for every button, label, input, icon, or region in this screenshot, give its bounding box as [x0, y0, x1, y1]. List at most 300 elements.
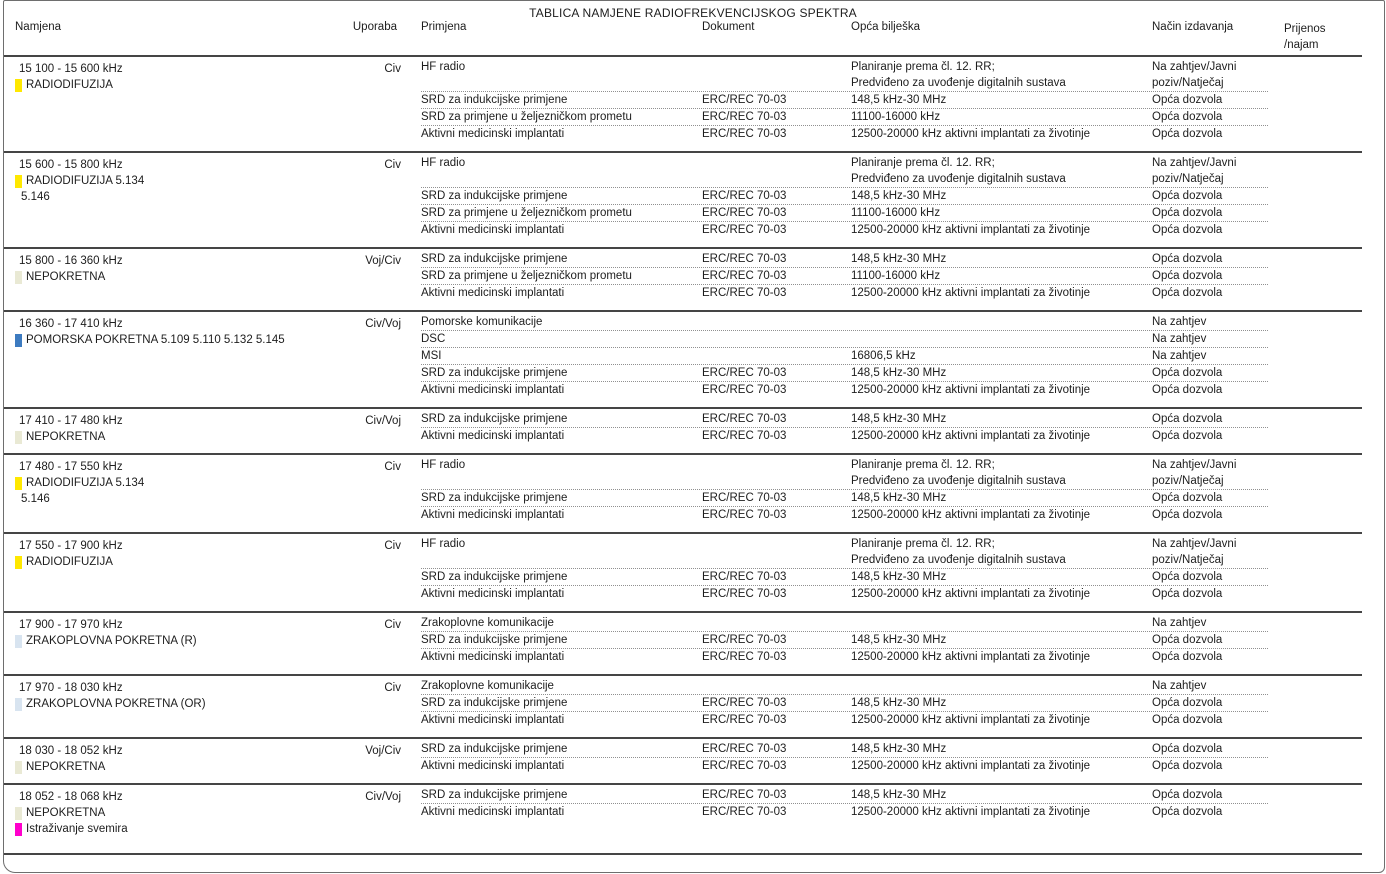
table-row: [421, 411, 1268, 427]
nacin-izdavanja-cell-line: Opća dozvola: [1152, 384, 1223, 396]
primjena-cell: [421, 457, 702, 473]
block-rows: [421, 741, 1268, 774]
opca-biljeska-cell: [851, 649, 1152, 665]
table-row: [421, 204, 1268, 221]
table-row: [421, 803, 1268, 820]
primjena-cell: [421, 695, 702, 711]
primjena-cell: [421, 787, 702, 803]
allocation-color-chip: [15, 271, 22, 284]
dokument-cell: [702, 649, 851, 665]
primjena-cell-line: Aktivni medicinski implantati: [421, 760, 565, 772]
opca-biljeska-cell: [851, 586, 1152, 602]
nacin-izdavanja-cell: [1152, 348, 1268, 364]
dokument-cell: [702, 188, 851, 204]
allocation-line: [15, 821, 410, 837]
allocation-label: Istraživanje svemira: [26, 823, 128, 835]
allocation-label: RADIODIFUZIJA: [26, 79, 113, 91]
table-row: [421, 330, 1268, 347]
table-row: [421, 364, 1268, 381]
primjena-cell-line: HF radio: [421, 61, 466, 73]
primjena-cell-line: SRD za primjene u željezničkom prometu: [421, 207, 632, 219]
nacin-izdavanja-cell: [1152, 632, 1268, 648]
allocation-color-chip: [15, 431, 22, 444]
nacin-izdavanja-cell: [1152, 92, 1268, 108]
primjena-cell-line: SRD za indukcijske primjene: [421, 253, 568, 265]
primjena-cell: [421, 222, 702, 238]
dokument-cell: [702, 569, 851, 585]
block-rows: [421, 251, 1268, 301]
nacin-izdavanja-cell-line: Opća dozvola: [1152, 634, 1223, 646]
allocation-color-chip: [15, 761, 22, 774]
primjena-cell-line: Pomorske komunikacije: [421, 316, 543, 328]
uporaba-value: Voj/Civ: [365, 255, 401, 267]
nacin-izdavanja-cell: [1152, 787, 1268, 803]
nacin-izdavanja-cell-line: poziv/Natječaj: [1152, 77, 1224, 89]
table-row: [421, 125, 1268, 142]
nacin-izdavanja-cell-line: Na zahtjev: [1152, 350, 1207, 362]
nacin-izdavanja-cell: [1152, 205, 1268, 221]
block-rows: [421, 314, 1268, 398]
opca-biljeska-cell-line: 12500-20000 kHz aktivni implantati za životinje: [851, 509, 1091, 521]
primjena-cell-line: Aktivni medicinski implantati: [421, 509, 565, 521]
opca-biljeska-cell: [851, 411, 1152, 427]
allocation-label: NEPOKRETNA: [26, 431, 106, 443]
opca-biljeska-cell-line: Planiranje prema čl. 12. RR;: [851, 61, 995, 73]
col-header-namjena: Namjena: [15, 21, 62, 33]
allocation-label: RADIODIFUZIJA: [26, 556, 113, 568]
table-row: [421, 678, 1268, 694]
opca-biljeska-cell: [851, 188, 1152, 204]
table-row: [421, 615, 1268, 631]
primjena-cell: [421, 365, 702, 381]
dokument-cell-line: ERC/REC 70-03: [702, 634, 787, 646]
primjena-cell-line: SRD za indukcijske primjene: [421, 789, 568, 801]
dokument-cell: [702, 109, 851, 125]
allocation-line: [15, 189, 410, 205]
nacin-izdavanja-cell: [1152, 586, 1268, 602]
primjena-cell: [421, 109, 702, 125]
nacin-izdavanja-cell-line: Opća dozvola: [1152, 789, 1223, 801]
block-rows: [421, 59, 1268, 142]
opca-biljeska-cell: [851, 109, 1152, 125]
block-rows: [421, 155, 1268, 238]
opca-biljeska-cell-line: 148,5 kHz-30 MHz: [851, 190, 947, 202]
dokument-cell-line: ERC/REC 70-03: [702, 714, 787, 726]
col-header-nacin-izdavanja: Način izdavanja: [1152, 21, 1234, 33]
allocation-label: NEPOKRETNA: [26, 761, 106, 773]
dokument-cell: [702, 586, 851, 602]
primjena-cell-line: Aktivni medicinski implantati: [421, 384, 565, 396]
opca-biljeska-cell-line: 12500-20000 kHz aktivni implantati za životinje: [851, 806, 1091, 818]
frequency-range: 17 970 - 18 030 kHz: [19, 682, 123, 694]
primjena-cell: [421, 92, 702, 108]
nacin-izdavanja-cell-line: Na zahtjev/Javni: [1152, 459, 1237, 471]
table-row: [421, 711, 1268, 728]
nacin-izdavanja-cell: [1152, 285, 1268, 301]
dokument-cell: [702, 758, 851, 774]
nacin-izdavanja-cell: [1152, 109, 1268, 125]
allocation-color-chip: [15, 635, 22, 648]
frequency-range: 17 900 - 17 970 kHz: [19, 619, 123, 631]
table-row: [421, 251, 1268, 267]
allocation-line: [15, 759, 410, 775]
opca-biljeska-cell-line: 148,5 kHz-30 MHz: [851, 492, 947, 504]
frequency-block: [4, 151, 1362, 247]
allocation-label: ZRAKOPLOVNA POKRETNA (R): [26, 635, 197, 647]
nacin-izdavanja-cell-line: poziv/Natječaj: [1152, 554, 1224, 566]
allocation-line: [15, 633, 410, 649]
table-row: [421, 457, 1268, 489]
primjena-cell-line: Aktivni medicinski implantati: [421, 224, 565, 236]
opca-biljeska-cell: [851, 507, 1152, 523]
primjena-cell: [421, 536, 702, 552]
primjena-cell-line: SRD za indukcijske primjene: [421, 634, 568, 646]
opca-biljeska-cell: [851, 804, 1152, 820]
col-header-prijenos-najam: [1284, 21, 1326, 53]
dokument-cell-line: ERC/REC 70-03: [702, 697, 787, 709]
nacin-izdavanja-cell: [1152, 804, 1268, 820]
allocation-label: NEPOKRETNA: [26, 271, 106, 283]
primjena-cell-line: SRD za primjene u željezničkom prometu: [421, 111, 632, 123]
frequency-block: [4, 407, 1362, 453]
dokument-cell: [702, 365, 851, 381]
primjena-cell: [421, 251, 702, 267]
primjena-cell: [421, 188, 702, 204]
primjena-cell-line: Aktivni medicinski implantati: [421, 806, 565, 818]
nacin-izdavanja-cell: [1152, 536, 1268, 568]
nacin-izdavanja-cell: [1152, 188, 1268, 204]
primjena-cell-line: SRD za indukcijske primjene: [421, 190, 568, 202]
nacin-izdavanja-cell: [1152, 251, 1268, 267]
nacin-izdavanja-cell: [1152, 331, 1268, 347]
table-row: [421, 381, 1268, 398]
table-row: [421, 648, 1268, 665]
primjena-cell-line: SRD za primjene u željezničkom prometu: [421, 270, 632, 282]
opca-biljeska-cell: [851, 712, 1152, 728]
frequency-block: [4, 611, 1362, 674]
allocation-color-chip: [15, 175, 22, 188]
dokument-cell: [702, 411, 851, 427]
spectrum-allocation-table: [4, 55, 1362, 855]
allocation-line: [15, 696, 410, 712]
opca-biljeska-cell: [851, 365, 1152, 381]
block-rows: [421, 787, 1268, 820]
primjena-cell-line: HF radio: [421, 538, 466, 550]
primjena-cell: [421, 586, 702, 602]
opca-biljeska-cell: [851, 787, 1152, 803]
opca-biljeska-cell-line: Predviđeno za uvođenje digitalnih sustava: [851, 77, 1066, 89]
nacin-izdavanja-cell-line: Opća dozvola: [1152, 94, 1223, 106]
primjena-cell-line: HF radio: [421, 459, 466, 471]
opca-biljeska-cell: [851, 536, 1152, 568]
opca-biljeska-cell: [851, 59, 1152, 91]
dokument-cell-line: ERC/REC 70-03: [702, 207, 787, 219]
primjena-cell: [421, 331, 702, 347]
col-header-uporaba: Uporaba: [352, 21, 397, 33]
opca-biljeska-cell-line: 148,5 kHz-30 MHz: [851, 94, 947, 106]
nacin-izdavanja-cell: [1152, 695, 1268, 711]
dokument-cell-line: ERC/REC 70-03: [702, 270, 787, 282]
nacin-izdavanja-cell: [1152, 155, 1268, 187]
uporaba-value: Civ: [384, 682, 401, 694]
uporaba-value: Voj/Civ: [365, 745, 401, 757]
primjena-cell-line: SRD za indukcijske primjene: [421, 743, 568, 755]
primjena-cell: [421, 428, 702, 444]
frequency-block: [4, 247, 1362, 310]
opca-biljeska-cell: [851, 126, 1152, 142]
nacin-izdavanja-cell-line: Opća dozvola: [1152, 190, 1223, 202]
opca-biljeska-cell: [851, 348, 1152, 364]
opca-biljeska-cell: [851, 632, 1152, 648]
nacin-izdavanja-cell-line: Opća dozvola: [1152, 588, 1223, 600]
primjena-cell: [421, 285, 702, 301]
dokument-cell: [702, 382, 851, 398]
allocation-label: ZRAKOPLOVNA POKRETNA (OR): [26, 698, 206, 710]
opca-biljeska-cell-line: 148,5 kHz-30 MHz: [851, 789, 947, 801]
opca-biljeska-cell: [851, 382, 1152, 398]
primjena-cell: [421, 59, 702, 75]
opca-biljeska-cell-line: Planiranje prema čl. 12. RR;: [851, 459, 995, 471]
opca-biljeska-cell: [851, 92, 1152, 108]
table-row: [421, 506, 1268, 523]
primjena-cell: [421, 490, 702, 506]
table-row: [421, 108, 1268, 125]
primjena-cell: [421, 382, 702, 398]
dokument-cell: [702, 285, 851, 301]
primjena-cell-line: Aktivni medicinski implantati: [421, 430, 565, 442]
primjena-cell-line: Aktivni medicinski implantati: [421, 588, 565, 600]
allocation-color-chip: [15, 556, 22, 569]
dokument-cell: [702, 222, 851, 238]
frequency-range: 16 360 - 17 410 kHz: [19, 318, 123, 330]
nacin-izdavanja-cell: [1152, 569, 1268, 585]
primjena-cell: [421, 155, 702, 171]
primjena-cell-line: SRD za indukcijske primjene: [421, 94, 568, 106]
allocation-line: [15, 475, 410, 491]
dokument-cell-line: ERC/REC 70-03: [702, 588, 787, 600]
dokument-cell-line: ERC/REC 70-03: [702, 571, 787, 583]
table-row: [421, 267, 1268, 284]
frequency-block: [4, 783, 1362, 855]
opca-biljeska-cell-line: Planiranje prema čl. 12. RR;: [851, 538, 995, 550]
frequency-range: 18 052 - 18 068 kHz: [19, 791, 123, 803]
frequency-block: [4, 737, 1362, 783]
dokument-cell-line: ERC/REC 70-03: [702, 651, 787, 663]
dokument-cell: [702, 741, 851, 757]
dokument-cell-line: ERC/REC 70-03: [702, 94, 787, 106]
allocation-line: [15, 269, 410, 285]
frequency-block: [4, 674, 1362, 737]
opca-biljeska-cell-line: Planiranje prema čl. 12. RR;: [851, 157, 995, 169]
opca-biljeska-cell-line: 148,5 kHz-30 MHz: [851, 571, 947, 583]
frequency-range: 17 550 - 17 900 kHz: [19, 540, 123, 552]
opca-biljeska-cell: [851, 457, 1152, 489]
dokument-cell-line: ERC/REC 70-03: [702, 789, 787, 801]
nacin-izdavanja-cell-line: Opća dozvola: [1152, 714, 1223, 726]
primjena-cell-line: Aktivni medicinski implantati: [421, 651, 565, 663]
primjena-cell: [421, 741, 702, 757]
allocation-line: [15, 77, 410, 93]
col-header-opca-biljeska: Opća bilješka: [851, 21, 921, 33]
nacin-izdavanja-cell-line: poziv/Natječaj: [1152, 173, 1224, 185]
primjena-cell: [421, 632, 702, 648]
allocation-color-chip: [15, 823, 22, 836]
nacin-izdavanja-cell-line: Opća dozvola: [1152, 697, 1223, 709]
col-header-prijenos-line2: /najam: [1284, 39, 1319, 51]
opca-biljeska-cell: [851, 155, 1152, 187]
primjena-cell: [421, 758, 702, 774]
nacin-izdavanja-cell-line: Opća dozvola: [1152, 760, 1223, 772]
dokument-cell-line: ERC/REC 70-03: [702, 190, 787, 202]
primjena-cell-line: SRD za indukcijske primjene: [421, 571, 568, 583]
table-row: [421, 694, 1268, 711]
nacin-izdavanja-cell: [1152, 314, 1268, 330]
nacin-izdavanja-cell: [1152, 649, 1268, 665]
dokument-cell: [702, 507, 851, 523]
nacin-izdavanja-cell-line: Opća dozvola: [1152, 367, 1223, 379]
opca-biljeska-cell-line: 148,5 kHz-30 MHz: [851, 634, 947, 646]
opca-biljeska-cell-line: 16806,5 kHz: [851, 350, 916, 362]
dokument-cell: [702, 804, 851, 820]
opca-biljeska-cell: [851, 758, 1152, 774]
dokument-cell: [702, 712, 851, 728]
dokument-cell: [702, 787, 851, 803]
block-rows: [421, 411, 1268, 444]
primjena-cell: [421, 268, 702, 284]
block-rows: [421, 457, 1268, 523]
allocation-line: [15, 332, 410, 348]
dokument-cell-line: ERC/REC 70-03: [702, 384, 787, 396]
nacin-izdavanja-cell: [1152, 490, 1268, 506]
primjena-cell-line: Aktivni medicinski implantati: [421, 128, 565, 140]
opca-biljeska-cell-line: 148,5 kHz-30 MHz: [851, 253, 947, 265]
nacin-izdavanja-cell-line: Opća dozvola: [1152, 207, 1223, 219]
primjena-cell: [421, 126, 702, 142]
nacin-izdavanja-cell: [1152, 268, 1268, 284]
nacin-izdavanja-cell-line: Na zahtjev/Javni: [1152, 157, 1237, 169]
uporaba-value: Civ: [384, 540, 401, 552]
dokument-cell: [702, 632, 851, 648]
nacin-izdavanja-cell: [1152, 382, 1268, 398]
nacin-izdavanja-cell: [1152, 507, 1268, 523]
frequency-block: [4, 453, 1362, 532]
table-row: [421, 536, 1268, 568]
allocation-label: POMORSKA POKRETNA 5.109 5.110 5.132 5.145: [26, 334, 285, 346]
allocation-label: 5.146: [21, 493, 50, 505]
nacin-izdavanja-cell-line: Opća dozvola: [1152, 224, 1223, 236]
allocation-line: [15, 554, 410, 570]
frequency-range: 17 410 - 17 480 kHz: [19, 415, 123, 427]
nacin-izdavanja-cell-line: Opća dozvola: [1152, 287, 1223, 299]
dokument-cell-line: ERC/REC 70-03: [702, 509, 787, 521]
table-row: [421, 284, 1268, 301]
table-row: [421, 314, 1268, 330]
nacin-izdavanja-cell: [1152, 615, 1268, 631]
frequency-range: 18 030 - 18 052 kHz: [19, 745, 123, 757]
nacin-izdavanja-cell-line: Opća dozvola: [1152, 111, 1223, 123]
opca-biljeska-cell: [851, 205, 1152, 221]
dokument-cell-line: ERC/REC 70-03: [702, 253, 787, 265]
col-header-primjena: Primjena: [421, 21, 467, 33]
frequency-block: [4, 532, 1362, 611]
dokument-cell-line: ERC/REC 70-03: [702, 413, 787, 425]
primjena-cell: [421, 712, 702, 728]
primjena-cell-line: Aktivni medicinski implantati: [421, 714, 565, 726]
opca-biljeska-cell-line: 12500-20000 kHz aktivni implantati za životinje: [851, 714, 1091, 726]
dokument-cell-line: ERC/REC 70-03: [702, 128, 787, 140]
nacin-izdavanja-cell: [1152, 678, 1268, 694]
table-row: [421, 91, 1268, 108]
uporaba-value: Civ/Voj: [365, 318, 401, 330]
dokument-cell: [702, 126, 851, 142]
table-row: [421, 427, 1268, 444]
dokument-cell-line: ERC/REC 70-03: [702, 287, 787, 299]
nacin-izdavanja-cell: [1152, 457, 1268, 489]
nacin-izdavanja-cell-line: Na zahtjev/Javni: [1152, 538, 1237, 550]
primjena-cell: [421, 348, 702, 364]
table-row: [421, 585, 1268, 602]
nacin-izdavanja-cell: [1152, 126, 1268, 142]
primjena-cell-line: Zrakoplovne komunikacije: [421, 680, 554, 692]
opca-biljeska-cell: [851, 569, 1152, 585]
table-row: [421, 757, 1268, 774]
col-header-prijenos-line1: Prijenos: [1284, 23, 1326, 35]
dokument-cell-line: ERC/REC 70-03: [702, 224, 787, 236]
opca-biljeska-cell: [851, 251, 1152, 267]
dokument-cell-line: ERC/REC 70-03: [702, 367, 787, 379]
nacin-izdavanja-cell-line: Opća dozvola: [1152, 806, 1223, 818]
opca-biljeska-cell-line: Predviđeno za uvođenje digitalnih sustava: [851, 475, 1066, 487]
uporaba-value: Civ: [384, 63, 401, 75]
nacin-izdavanja-cell-line: Opća dozvola: [1152, 253, 1223, 265]
opca-biljeska-cell-line: 11100-16000 kHz: [851, 270, 941, 282]
allocation-color-chip: [15, 79, 22, 92]
dokument-cell-line: ERC/REC 70-03: [702, 492, 787, 504]
frequency-range: 15 800 - 16 360 kHz: [19, 255, 123, 267]
opca-biljeska-cell-line: 148,5 kHz-30 MHz: [851, 697, 947, 709]
nacin-izdavanja-cell-line: Opća dozvola: [1152, 413, 1223, 425]
opca-biljeska-cell-line: 12500-20000 kHz aktivni implantati za životinje: [851, 224, 1091, 236]
allocation-color-chip: [15, 698, 22, 711]
allocation-color-chip: [15, 334, 22, 347]
opca-biljeska-cell-line: 12500-20000 kHz aktivni implantati za životinje: [851, 588, 1091, 600]
nacin-izdavanja-cell-line: Opća dozvola: [1152, 743, 1223, 755]
primjena-cell-line: HF radio: [421, 157, 466, 169]
dokument-cell: [702, 490, 851, 506]
opca-biljeska-cell: [851, 695, 1152, 711]
nacin-izdavanja-cell-line: Opća dozvola: [1152, 509, 1223, 521]
opca-biljeska-cell-line: 12500-20000 kHz aktivni implantati za životinje: [851, 430, 1091, 442]
dokument-cell-line: ERC/REC 70-03: [702, 111, 787, 123]
nacin-izdavanja-cell: [1152, 712, 1268, 728]
uporaba-value: Civ/Voj: [365, 415, 401, 427]
nacin-izdavanja-cell-line: Na zahtjev: [1152, 316, 1207, 328]
dokument-cell-line: ERC/REC 70-03: [702, 743, 787, 755]
primjena-cell: [421, 314, 702, 330]
block-rows: [421, 536, 1268, 602]
allocation-label: 5.146: [21, 191, 50, 203]
nacin-izdavanja-cell-line: Opća dozvola: [1152, 430, 1223, 442]
allocation-line: [15, 491, 410, 507]
opca-biljeska-cell: [851, 490, 1152, 506]
block-rows: [421, 615, 1268, 665]
block-rows: [421, 678, 1268, 728]
opca-biljeska-cell-line: 148,5 kHz-30 MHz: [851, 743, 947, 755]
dokument-cell: [702, 268, 851, 284]
nacin-izdavanja-cell-line: Na zahtjev: [1152, 333, 1207, 345]
primjena-cell-line: SRD za indukcijske primjene: [421, 367, 568, 379]
nacin-izdavanja-cell-line: Opća dozvola: [1152, 571, 1223, 583]
